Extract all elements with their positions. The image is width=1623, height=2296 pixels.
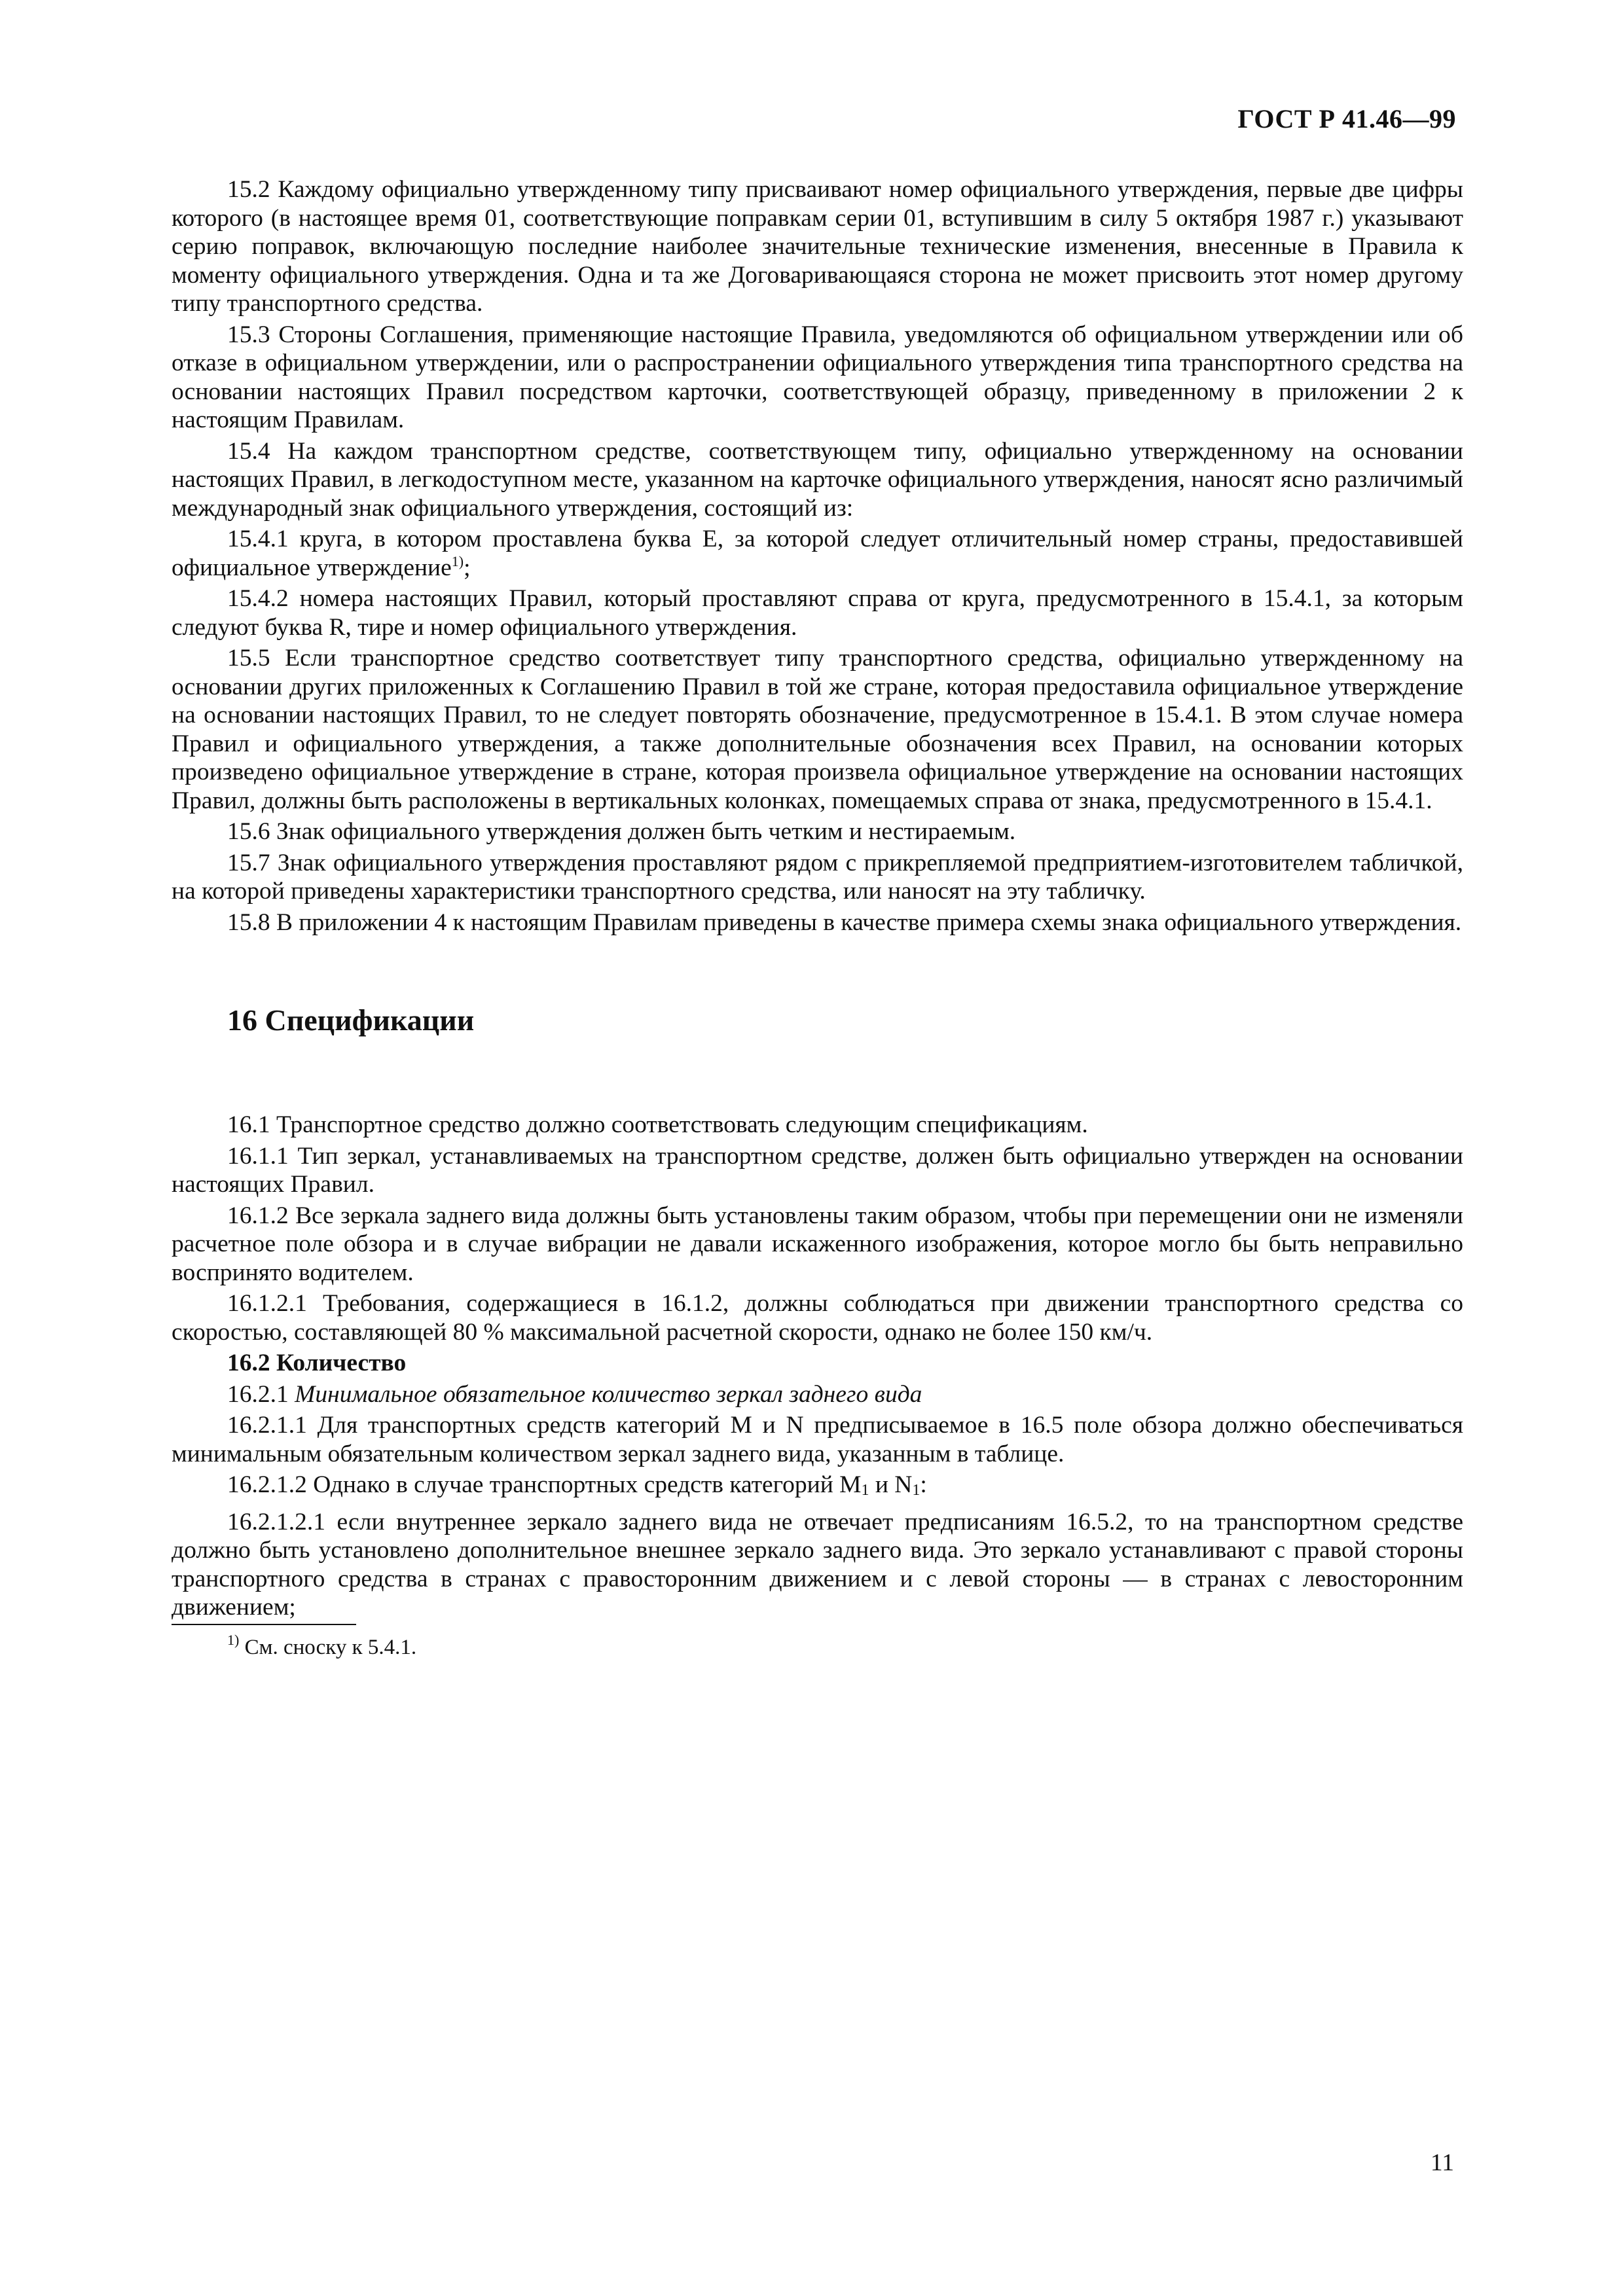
paragraph-16-2-1-2-mid: и N bbox=[869, 1471, 913, 1498]
paragraph-15-3: 15.3 Стороны Соглашения, применяющие настоящие Правила, уведомляются об официальном утверждении или об отказе в официальном утверждении, или о распространении официального утверждения типа транспортного средства на основании настоящих Правил посредством карточки, соответствующей образцу, приведенному в приложении 2 к настоящим Правилам. bbox=[172, 321, 1463, 433]
category-subscript-n: 1 bbox=[912, 1482, 921, 1499]
footnote-text: См. сноску к 5.4.1. bbox=[239, 1635, 417, 1659]
footnote bbox=[172, 1631, 1463, 1660]
footnote-reference: 1) bbox=[451, 552, 464, 569]
paragraph-16-2-1-2 bbox=[172, 1471, 1463, 1505]
paragraph-16-2-1 bbox=[172, 1380, 1463, 1409]
paragraph-16-2-1-title: Минимальное обязательное количество зеркал заднего вида bbox=[295, 1380, 922, 1408]
paragraph-15-4: 15.4 На каждом транспортном средстве, соответствующем типу, официально утвержденному на основании настоящих Правил, в легкодоступном месте, указанном на карточке официального утверждения, наносят ясно различимый международный знак официального утверждения, состоящий из: bbox=[172, 437, 1463, 522]
paragraph-16-1-1: 16.1.1 Тип зеркал, устанавливаемых на транспортном средстве, должен быть официально утвержден на основании настоящих Правил. bbox=[172, 1142, 1463, 1198]
paragraph-15-4-1-tail: ; bbox=[464, 554, 471, 581]
category-subscript-m: 1 bbox=[861, 1482, 869, 1499]
footnote-divider bbox=[172, 1624, 356, 1625]
page-body bbox=[172, 175, 1463, 1660]
paragraph-16-1-2: 16.1.2 Все зеркала заднего вида должны быть установлены таким образом, чтобы при перемещении они не изменяли расчетное поле обзора и в случае вибрации не давали искаженного изображения, которое могло бы быть неправильно воспринято водителем. bbox=[172, 1202, 1463, 1286]
page-number: 11 bbox=[1430, 2149, 1454, 2176]
paragraph-15-5: 15.5 Если транспортное средство соответствует типу транспортного средства, официально утвержденному на основании других приложенных к Соглашению Правил в той же стране, которая предоставила официальное утверждение на основании настоящих Правил, то не следует повторять обозначение, предусмотренное в 15.4.1. В этом случае номера Правил и официального утверждения, а также дополнительные обозначения всех Правил, на основании которых произведено официальное утверждение в стране, которая произвела официальное утверждение на основании настоящих Правил, должны быть расположены в вертикальных колонках, помещаемых справа от знака, предусмотренного в 15.4.1. bbox=[172, 645, 1463, 814]
paragraph-15-8: 15.8 В приложении 4 к настоящим Правилам приведены в качестве примера схемы знака официального утверждения. bbox=[227, 908, 1462, 936]
paragraph-15-2: 15.2 Каждому официально утвержденному типу присваивают номер официального утверждения, первые две цифры которого (в настоящее время 01, соответствующие поправкам серии 01, вступившим в силу 5 октября 1987 г.) указывают серию поправок, включающую последние наиболее значительные технические изменения, внесенные в Правила к моменту официального утверждения. Одна и та же Договаривающаяся сторона не может присвоить этот номер другому типу транспортного средства. bbox=[172, 176, 1463, 317]
footnote-marker: 1) bbox=[227, 1631, 240, 1648]
document-code-header: ГОСТ Р 41.46—99 bbox=[1237, 104, 1456, 134]
paragraph-16-2-1-2-1: 16.2.1.2.1 если внутреннее зеркало заднего вида не отвечает предписаниям 16.5.2, то на транспортном средстве должно быть установлено дополнительное внешнее зеркало заднего вида. Это зеркало устанавливают с правой стороны транспортного средства в странах с правосторонним движением и с левой стороны — в странах с левосторонним движением; bbox=[172, 1508, 1463, 1621]
paragraph-15-4-1 bbox=[172, 525, 1463, 582]
paragraph-15-7: 15.7 Знак официального утверждения проставляют рядом с прикрепляемой предприятием-изготовителем табличкой, на которой приведены характеристики транспортного средства, или наносят на эту табличку. bbox=[172, 849, 1463, 905]
paragraph-15-4-1-text: 15.4.1 круга, в котором проставлена буква Е, за которой следует отличительный номер страны, предоставившей официальное утверждение bbox=[172, 526, 1463, 581]
subsection-heading: 16.2 Количество bbox=[227, 1350, 407, 1376]
paragraph-16-2-1-1: 16.2.1.1 Для транспортных средств категорий М и N предписываемое в 16.5 поле обзора должно обеспечиваться минимальным обязательным количеством зеркал заднего вида, указанным в таблице. bbox=[172, 1412, 1463, 1467]
paragraph-16-2-1-2-after: : bbox=[920, 1471, 927, 1498]
paragraph-16-1: 16.1 Транспортное средство должно соответствовать следующим спецификациям. bbox=[227, 1111, 1088, 1138]
paragraph-15-6: 15.6 Знак официального утверждения должен быть четким и нестираемым. bbox=[227, 818, 1016, 845]
paragraph-16-2-1-number: 16.2.1 bbox=[227, 1380, 289, 1408]
paragraph-15-4-2: 15.4.2 номера настоящих Правил, который проставляют справа от круга, предусмотренного в 15.4.1, за которым следуют буква R, тире и номер официального утверждения. bbox=[172, 585, 1463, 641]
paragraph-16-2-1-2-text: 16.2.1.2 Однако в случае транспортных средств категорий М bbox=[227, 1471, 862, 1498]
section-title: 16 Спецификации bbox=[227, 1003, 475, 1037]
paragraph-16-1-2-1: 16.1.2.1 Требования, содержащиеся в 16.1.2, должны соблюдаться при движении транспортного средства со скоростью, составляющей 80 % максимальной расчетной скорости, однако не более 150 км/ч. bbox=[172, 1290, 1463, 1346]
